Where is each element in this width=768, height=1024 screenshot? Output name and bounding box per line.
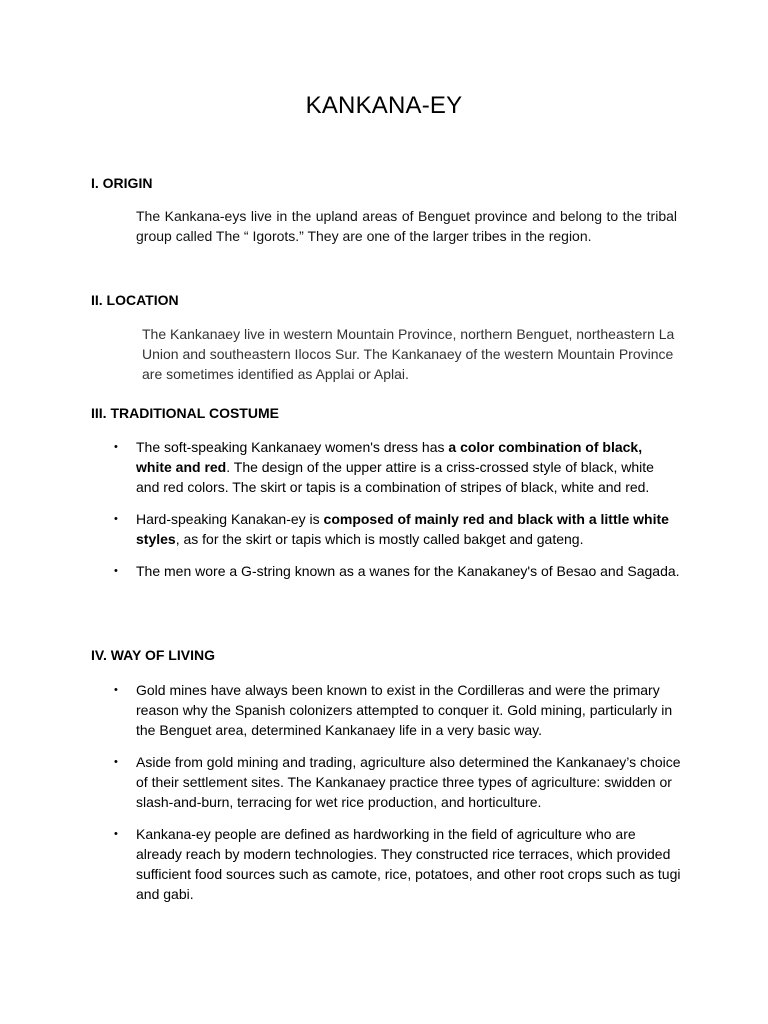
section-heading-location: II. LOCATION xyxy=(91,292,179,308)
document-title: KANKANA-EY xyxy=(305,92,463,119)
bullet-icon: • xyxy=(114,684,118,696)
list-item-text xyxy=(136,509,681,549)
list-item-text: Kankana-ey people are defined as hardworking in the field of agriculture who are already reach by modern technologies. They constructed rice terraces, which provided sufficient food sources such as camote, rice, potatoes, and other root crops such as tugi and gabi. xyxy=(136,826,681,902)
list-item-text: Aside from gold mining and trading, agriculture also determined the Kankanaey’s choice of their settlement sites. The Kankanaey practice three types of agriculture: swidden or slash-and-burn, terracing for wet rice production, and horticulture. xyxy=(136,754,681,810)
list-item-text-regular: . The design of the upper attire is a criss-crossed style of black, white and red colors. The skirt or tapis is a combination of stripes of black, white and red. xyxy=(136,459,654,495)
bullet-icon: • xyxy=(114,565,118,577)
list-item-text xyxy=(136,561,681,581)
section-heading-way-of-living: IV. WAY OF LIVING xyxy=(91,647,215,663)
list-item-text: Gold mines have always been known to exist in the Cordilleras and were the primary reason why the Spanish colonizers attempted to conquer it. Gold mining, particularly in the Benguet area, determined Kankanaey life in a very basic way. xyxy=(136,682,673,738)
list-item-text-bold: a color combination of black, white and red xyxy=(136,439,643,475)
origin-paragraph: The Kankana-eys live in the upland areas of Benguet province and belong to the tribal group called The “ Igorots.” They are one of the larger tribes in the region. xyxy=(136,208,677,244)
list-item-text-regular: The men wore a G-string known as a wanes for the Kanakaney's of Besao and Sagada. xyxy=(136,563,680,579)
location-paragraph: The Kankanaey live in western Mountain Province, northern Benguet, northeastern La Union and southeastern Ilocos Sur. The Kankanaey of the western Mountain Province are sometimes identified as Applai or Aplai. xyxy=(142,326,675,382)
list-item-text-regular: , as for the skirt or tapis which is mostly called bakget and gateng. xyxy=(175,531,584,547)
bullet-icon: • xyxy=(114,828,118,840)
bullet-icon: • xyxy=(114,756,118,768)
list-item-text-regular: Hard-speaking Kanakan-ey is xyxy=(136,511,324,527)
list-item-text xyxy=(136,437,681,497)
bullet-icon: • xyxy=(114,513,118,525)
list-item-text-bold: composed of mainly red and black with a little white styles xyxy=(136,511,669,547)
section-heading-costume: III. TRADITIONAL COSTUME xyxy=(91,405,279,421)
list-item-text-regular: The soft-speaking Kankanaey women's dress has xyxy=(136,439,449,455)
section-heading-origin: I. ORIGIN xyxy=(91,175,153,191)
bullet-icon: • xyxy=(114,441,118,453)
